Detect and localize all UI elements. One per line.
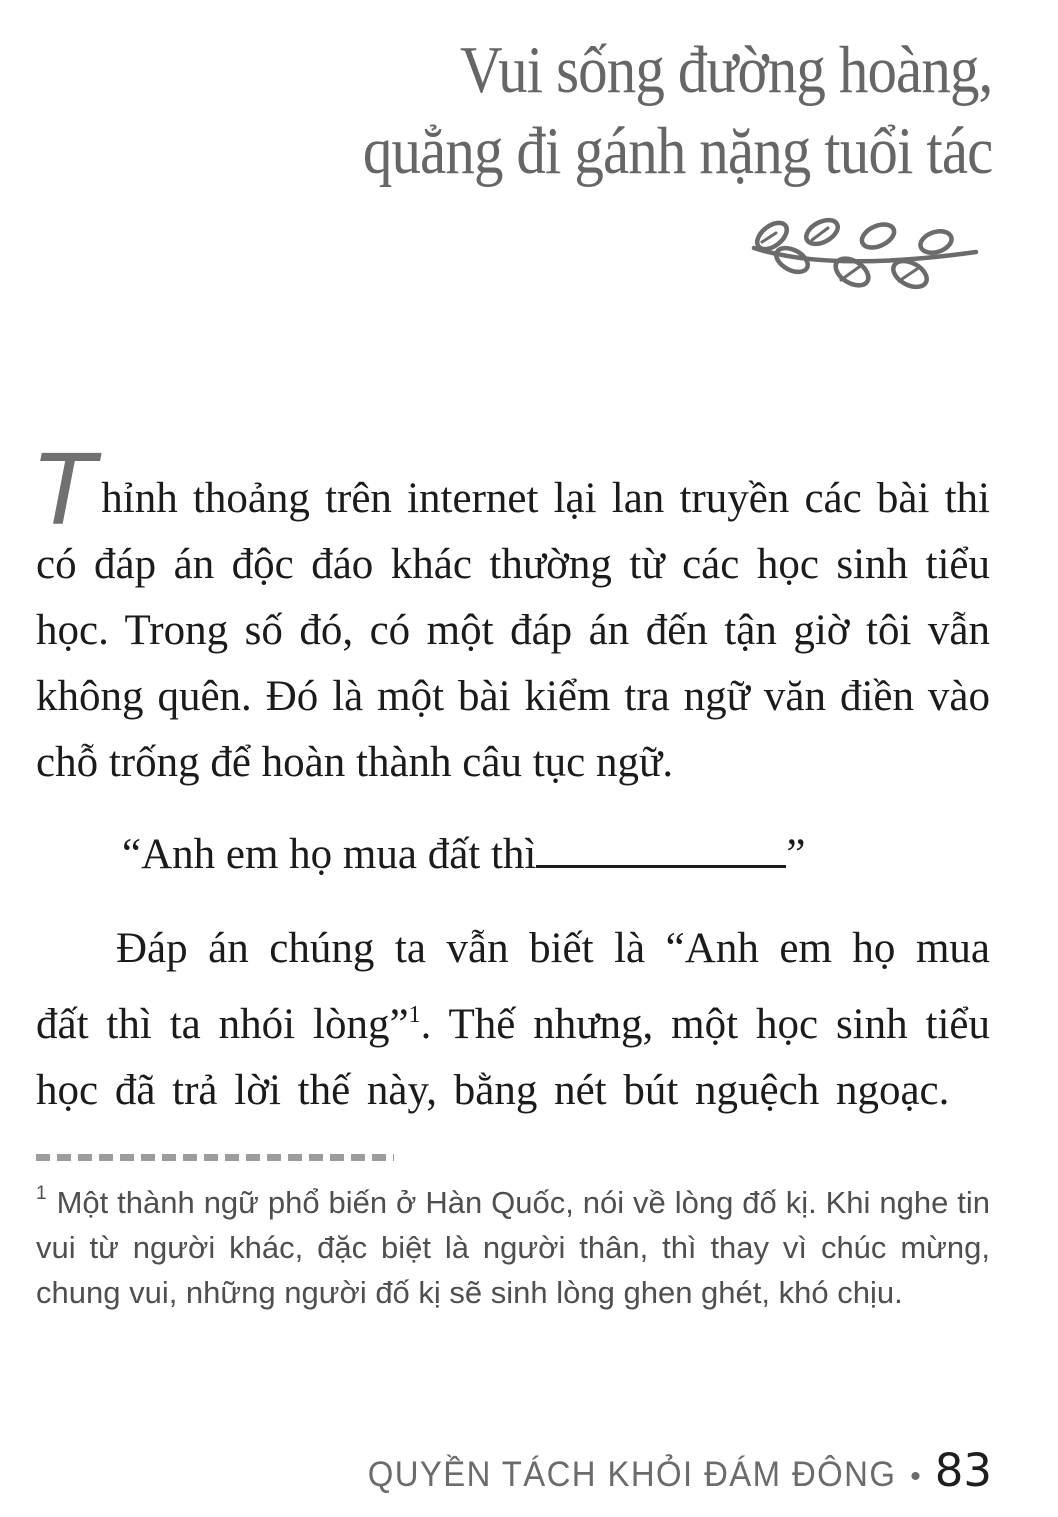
footer-bullet-icon: • bbox=[910, 1460, 921, 1493]
paragraph-2-text-before-ref: Đáp án chúng ta vẫn biết là “Anh em họ mua đất thì ta nhói lòng” bbox=[36, 925, 990, 1048]
page-title-line-1: Vui sống đường hoàng, bbox=[459, 33, 992, 107]
footnote-reference: 1 bbox=[408, 1002, 421, 1028]
page-title bbox=[277, 30, 992, 192]
quote-suffix: ” bbox=[786, 831, 806, 878]
quote-blank-underline bbox=[536, 864, 786, 868]
drop-cap: T bbox=[36, 434, 94, 547]
page-footer bbox=[334, 1444, 992, 1497]
quote-prefix: “Anh em họ mua đất thì bbox=[122, 831, 537, 878]
page-number: 83 bbox=[934, 1444, 992, 1497]
page-title-line-2: quẳng đi gánh nặng tuổi tác bbox=[362, 114, 992, 188]
footnote-marker: 1 bbox=[36, 1183, 47, 1204]
page-body bbox=[36, 434, 991, 1315]
paragraph-2-text-after-ref: . Thế nhưng, một học sinh tiểu học đã trả lời thế này, bằng nét bút nguệch ngoạc. bbox=[36, 1001, 991, 1114]
paragraph-1 bbox=[36, 434, 990, 796]
footnote-divider bbox=[36, 1154, 394, 1161]
proverb-quote bbox=[122, 822, 990, 888]
footnote-text: Một thành ngữ phổ biến ở Hàn Quốc, nói về lòng đố kị. Khi nghe tin vui từ người khác, đặc biệt là người thân, thì thay vì chúc mừng, chung vui, những người đố kị sẽ sinh lòng ghen ghét, khó chịu. bbox=[36, 1185, 990, 1310]
footnote bbox=[36, 1171, 990, 1315]
paragraph-2 bbox=[36, 916, 990, 1124]
running-book-title: QUYỀN TÁCH KHỎI ĐÁM ĐÔNG bbox=[367, 1455, 897, 1494]
paragraph-1-text: hỉnh thoảng trên internet lại lan truyền các bài thi có đáp án độc đáo khác thường từ các học sinh tiểu học. Trong số đó, có một đáp án đến tận giờ tôi vẫn không quên. Đó là một bài kiểm tra ngữ văn điền vào chỗ trống để hoàn thành câu tục ngữ. bbox=[36, 475, 990, 786]
leaf-branch-ornament-icon bbox=[740, 216, 988, 308]
